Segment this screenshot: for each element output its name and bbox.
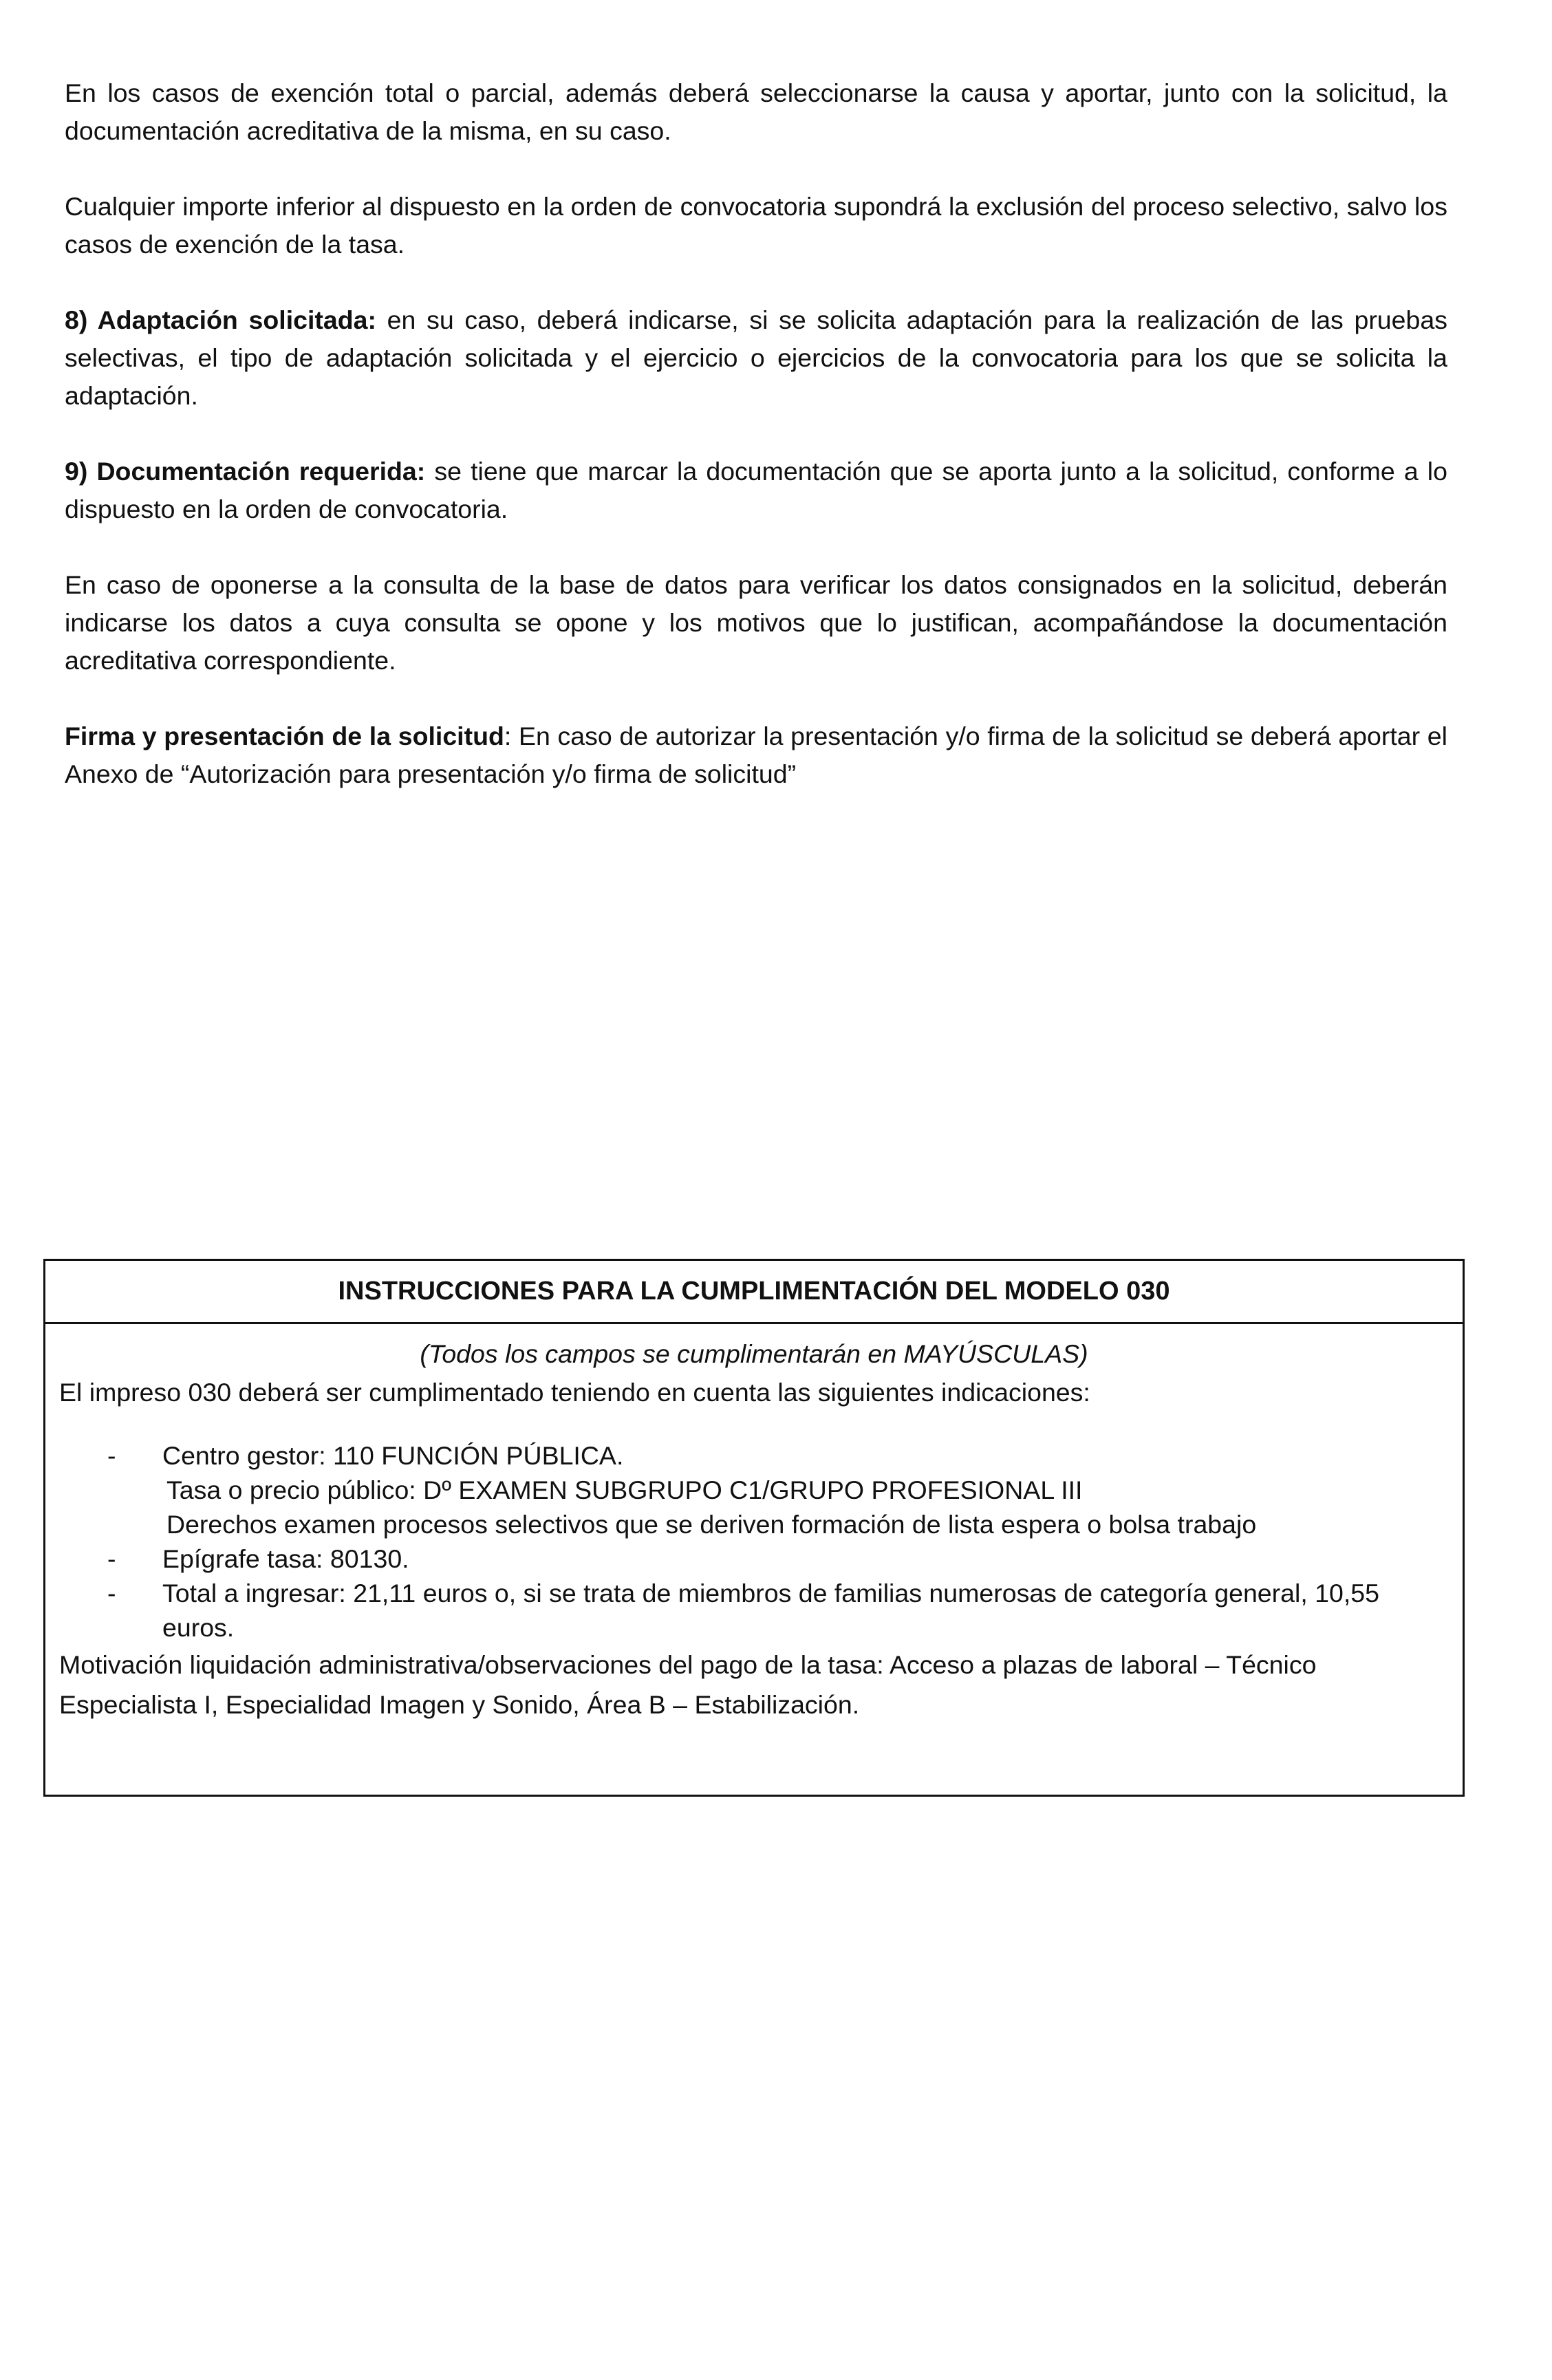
box-body: [45, 1337, 1463, 1724]
dash-bullet: -: [107, 1544, 116, 1573]
list-item: [59, 1438, 1449, 1473]
box-subtitle: (Todos los campos se cumplimentarán en MAYÚSCULAS): [420, 1339, 1088, 1368]
total-ingresar: Total a ingresar: 21,11 euros o, si se trata de miembros de familias numerosas de categoría general, 10,55 euros.: [162, 1579, 1380, 1642]
tasa-line: Tasa o precio público: Dº EXAMEN SUBGRUPO C1/GRUPO PROFESIONAL III: [166, 1475, 1083, 1504]
instruction-list: [59, 1438, 1449, 1645]
adaptation-label: 8) Adaptación solicitada:: [65, 305, 376, 334]
box-intro: El impreso 030 deberá ser cumplimentado teniendo en cuenta las siguientes indicaciones:: [59, 1378, 1090, 1407]
paragraph-opposition: En caso de oponerse a la consulta de la base de datos para verificar los datos consignados en la solicitud, deberán indicarse los datos a cuya consulta se opone y los motivos que lo justifican, acompañándose la documentación acreditativa correspondiente.: [65, 570, 1447, 675]
instructions-text: [65, 74, 1447, 831]
derechos-line: Derechos examen procesos selectivos que se deriven formación de lista espera o bolsa trabajo: [166, 1510, 1257, 1539]
motivation-text: Motivación liquidación administrativa/observaciones del pago de la tasa: Acceso a plazas de laboral – Técnico Especialista I, Especialidad Imagen y Sonido, Área B – Estabilización.: [59, 1650, 1317, 1719]
list-item: [59, 1576, 1449, 1645]
documentation-text: se tiene que marcar la documentación que se aporta junto a la solicitud, conforme a lo dispuesto en la orden de convocatoria.: [65, 457, 1447, 523]
paragraph-adaptation: [65, 301, 1447, 415]
signature-text: : En caso de autorizar la presentación y/o firma de la solicitud se deberá aportar el Anexo de “Autorización para presentación y/o firma de solicitud”: [65, 722, 1447, 788]
centro-gestor: Centro gestor: 110 FUNCIÓN PÚBLICA.: [162, 1441, 624, 1470]
paragraph-documentation: [65, 453, 1447, 528]
paragraph-signature: [65, 717, 1447, 793]
list-item: [59, 1541, 1449, 1576]
dash-bullet: -: [107, 1579, 116, 1608]
paragraph-exemption: En los casos de exención total o parcial, además deberá seleccionarse la causa y aportar, junto con la solicitud, la documentación acreditativa de la misma, en su caso.: [65, 78, 1447, 145]
modelo-030-instructions-box: [43, 1259, 1465, 1797]
adaptation-text: en su caso, deberá indicarse, si se solicita adaptación para la realización de las pruebas selectivas, el tipo de adaptación solicitada y el ejercicio o ejercicios de la convocatoria para los que se solicita la adaptación.: [65, 305, 1447, 410]
dash-bullet: -: [107, 1441, 116, 1470]
epigrafe-tasa: Epígrafe tasa: 80130.: [162, 1544, 409, 1573]
documentation-label: 9) Documentación requerida:: [65, 457, 426, 486]
signature-label: Firma y presentación de la solicitud: [65, 722, 504, 750]
box-title: INSTRUCCIONES PARA LA CUMPLIMENTACIÓN DEL MODELO 030: [45, 1261, 1463, 1324]
paragraph-amount: Cualquier importe inferior al dispuesto en la orden de convocatoria supondrá la exclusión del proceso selectivo, salvo los casos de exención de la tasa.: [65, 192, 1447, 259]
